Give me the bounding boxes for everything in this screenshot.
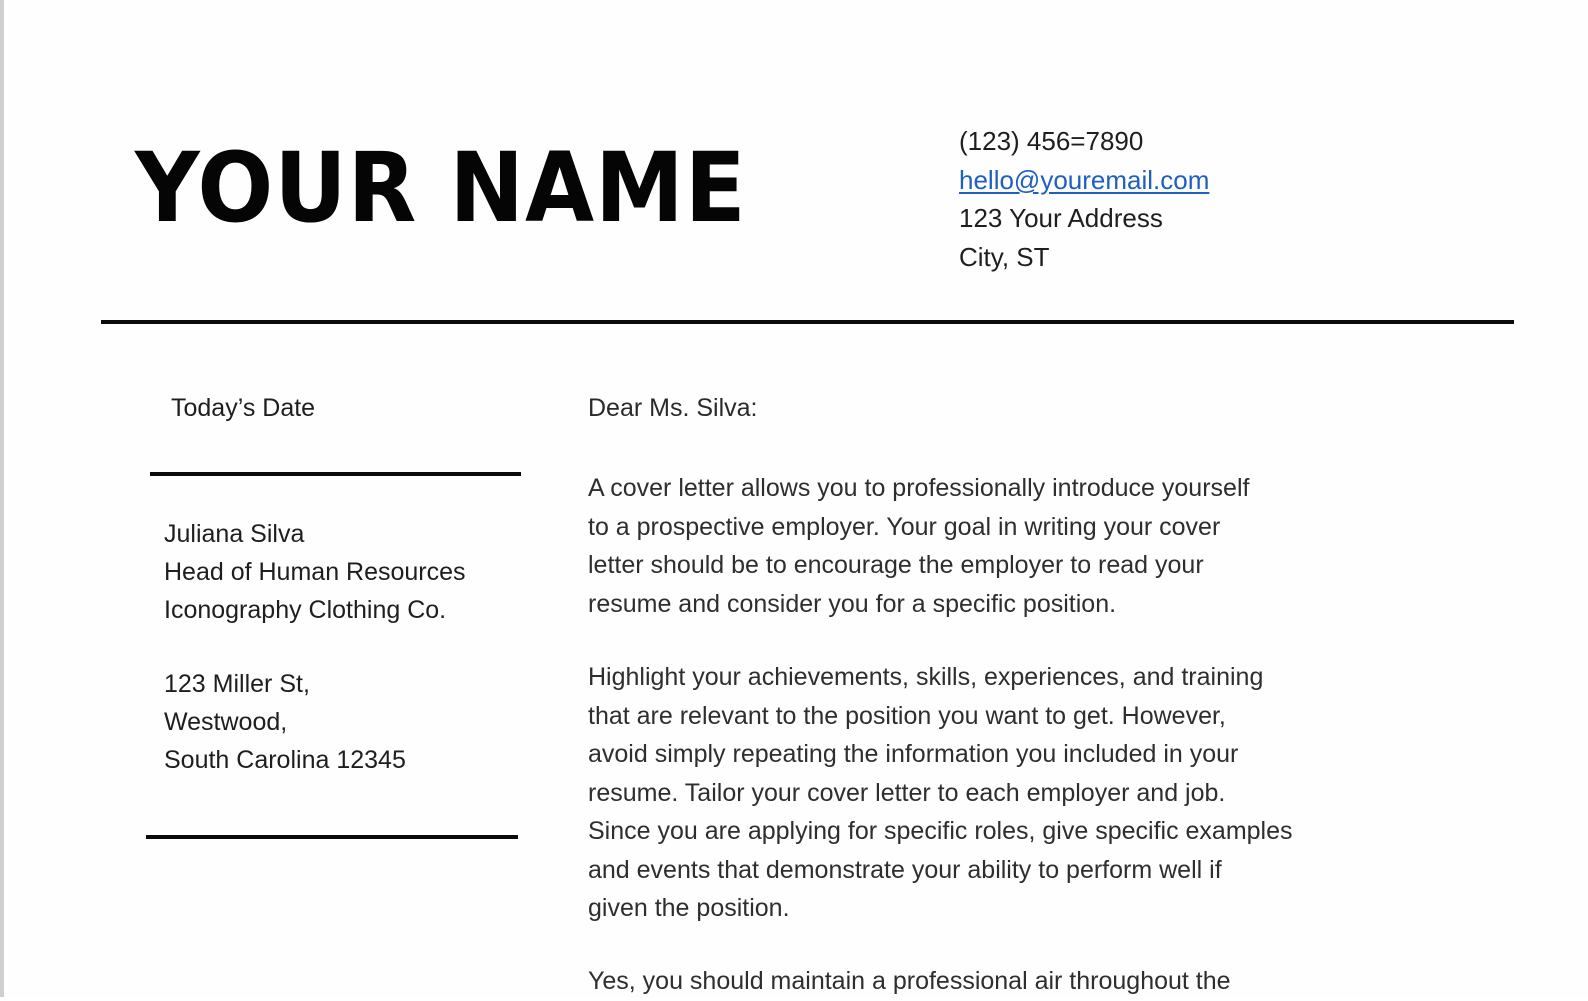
recipient-city: Westwood, [164,708,288,736]
recipient-name: Juliana Silva [164,520,305,548]
recipient-street: 123 Miller St, [164,670,310,698]
recipient-state-zip: South Carolina 12345 [164,746,406,774]
contact-phone: (123) 456=7890 [959,126,1144,156]
paragraph-line: Highlight your achievements, skills, experiences, and training [588,663,1264,691]
paragraph-highlights [588,658,1388,928]
paragraph-line: to a prospective employer. Your goal in writing your cover [588,512,1221,541]
paragraph-line: given the position. [588,894,790,922]
date-divider [150,472,521,476]
paragraph-intro [588,469,1388,623]
recipient-spacer [164,629,466,665]
salutation: Dear Ms. Silva: [588,394,758,422]
header-divider [101,320,1514,324]
contact-block [959,122,1209,276]
date-label: Today’s Date [171,394,316,422]
recipient-company: Iconography Clothing Co. [164,596,447,624]
contact-address-line1: 123 Your Address [959,203,1163,233]
paragraph-line: that are relevant to the position you want to get. However, [588,701,1226,730]
recipient-title: Head of Human Resources [164,558,466,586]
name-heading: YOUR NAME [135,132,747,244]
paragraph-line: Yes, you should maintain a professional air throughout the [588,967,1231,995]
paragraph-line: letter should be to encourage the employer to read your [588,551,1204,579]
recipient-divider [146,835,518,839]
paragraph-line: and events that demonstrate your ability to perform well if [588,855,1222,884]
paragraph-line: Since you are applying for specific roles, give specific examples [588,817,1293,845]
recipient-block [164,515,466,779]
paragraph-line: A cover letter allows you to professionally introduce yourself [588,474,1250,502]
contact-email-link[interactable]: hello@youremail.com [959,164,1210,195]
paragraph-line: avoid simply repeating the information you included in your [588,740,1239,768]
paragraph-line: resume. Tailor your cover letter to each employer and job. [588,778,1226,807]
document-page [4,0,1588,997]
contact-address-line2: City, ST [959,241,1050,272]
paragraph-professional [588,962,1388,1001]
paragraph-line: resume and consider you for a specific position. [588,589,1117,618]
